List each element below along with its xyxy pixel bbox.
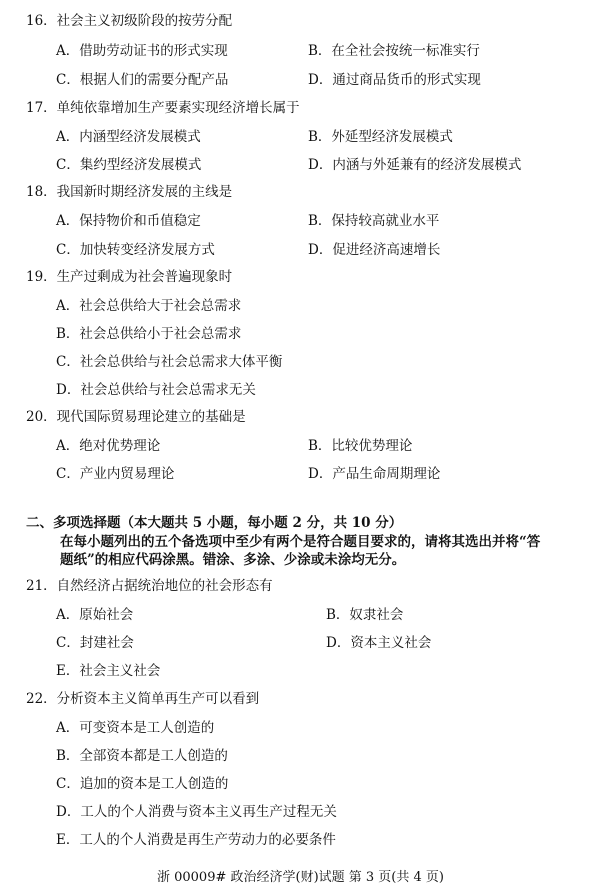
question-18-option-d: D．促进经济高速增长: [308, 242, 441, 258]
question-19-stem: 19．生产过剩成为社会普遍现象时: [26, 269, 233, 285]
question-22-option-b: B．全部资本都是工人创造的: [56, 748, 228, 764]
question-16-option-c: C．根据人们的需要分配产品: [56, 72, 229, 88]
question-18-stem: 18．我国新时期经济发展的主线是: [26, 184, 233, 200]
section-2-instructions-line-1: 在每小题列出的五个备选项中至少有两个是符合题目要求的，请将其选出并将“答: [60, 534, 541, 550]
question-17-option-d: D．内涵与外延兼有的经济发展模式: [308, 157, 522, 173]
question-17-option-c: C．集约型经济发展模式: [56, 157, 202, 173]
question-20-option-b: B．比较优势理论: [308, 438, 413, 454]
page-footer: 浙 00009# 政治经济学(财)试题 第 3 页(共 4 页): [156, 870, 444, 885]
question-21-stem: 21．自然经济占据统治地位的社会形态有: [26, 578, 273, 594]
question-22-option-a: A．可变资本是工人创造的: [56, 720, 215, 736]
question-16-option-b: B．在全社会按统一标准实行: [308, 43, 480, 59]
question-17-option-b: B．外延型经济发展模式: [308, 129, 453, 145]
question-16-option-a: A．借助劳动证书的形式实现: [56, 43, 228, 59]
question-21-option-e: E．社会主义社会: [56, 663, 161, 679]
question-20-option-c: C．产业内贸易理论: [56, 466, 175, 482]
question-21-option-c: C．封建社会: [56, 635, 134, 651]
question-21-option-d: D．资本主义社会: [326, 635, 432, 651]
question-20-option-a: A．绝对优势理论: [56, 438, 161, 454]
question-18-option-b: B．保持较高就业水平: [308, 213, 440, 229]
section-2-title: 二、多项选择题（本大题共 5 小题，每小题 2 分，共 10 分）: [26, 515, 403, 531]
question-18-option-c: C．加快转变经济发展方式: [56, 242, 215, 258]
question-19-option-d: D．社会总供给与社会总需求无关: [56, 382, 256, 398]
question-22-option-d: D．工人的个人消费与资本主义再生产过程无关: [56, 804, 337, 820]
question-20-option-d: D．产品生命周期理论: [308, 466, 441, 482]
question-16-stem: 16．社会主义初级阶段的按劳分配: [26, 13, 233, 29]
question-22-stem: 22．分析资本主义简单再生产可以看到: [26, 691, 260, 707]
question-17-option-a: A．内涵型经济发展模式: [56, 129, 201, 145]
question-18-option-a: A．保持物价和币值稳定: [56, 213, 201, 229]
question-19-option-a: A．社会总供给大于社会总需求: [56, 298, 242, 314]
question-22-option-e: E．工人的个人消费是再生产劳动力的必要条件: [56, 832, 336, 848]
question-21-option-a: A．原始社会: [56, 607, 134, 623]
question-21-option-b: B．奴隶社会: [326, 607, 404, 623]
section-2-instructions-line-2: 题纸”的相应代码涂黑。错涂、多涂、少涂或未涂均无分。: [60, 552, 406, 568]
question-19-option-c: C．社会总供给与社会总需求大体平衡: [56, 354, 283, 370]
question-22-option-c: C．追加的资本是工人创造的: [56, 776, 229, 792]
question-20-stem: 20．现代国际贸易理论建立的基础是: [26, 409, 246, 425]
question-16-option-d: D．通过商品货币的形式实现: [308, 72, 481, 88]
question-19-option-b: B．社会总供给小于社会总需求: [56, 326, 242, 342]
question-17-stem: 17．单纯依靠增加生产要素实现经济增长属于: [26, 100, 300, 116]
